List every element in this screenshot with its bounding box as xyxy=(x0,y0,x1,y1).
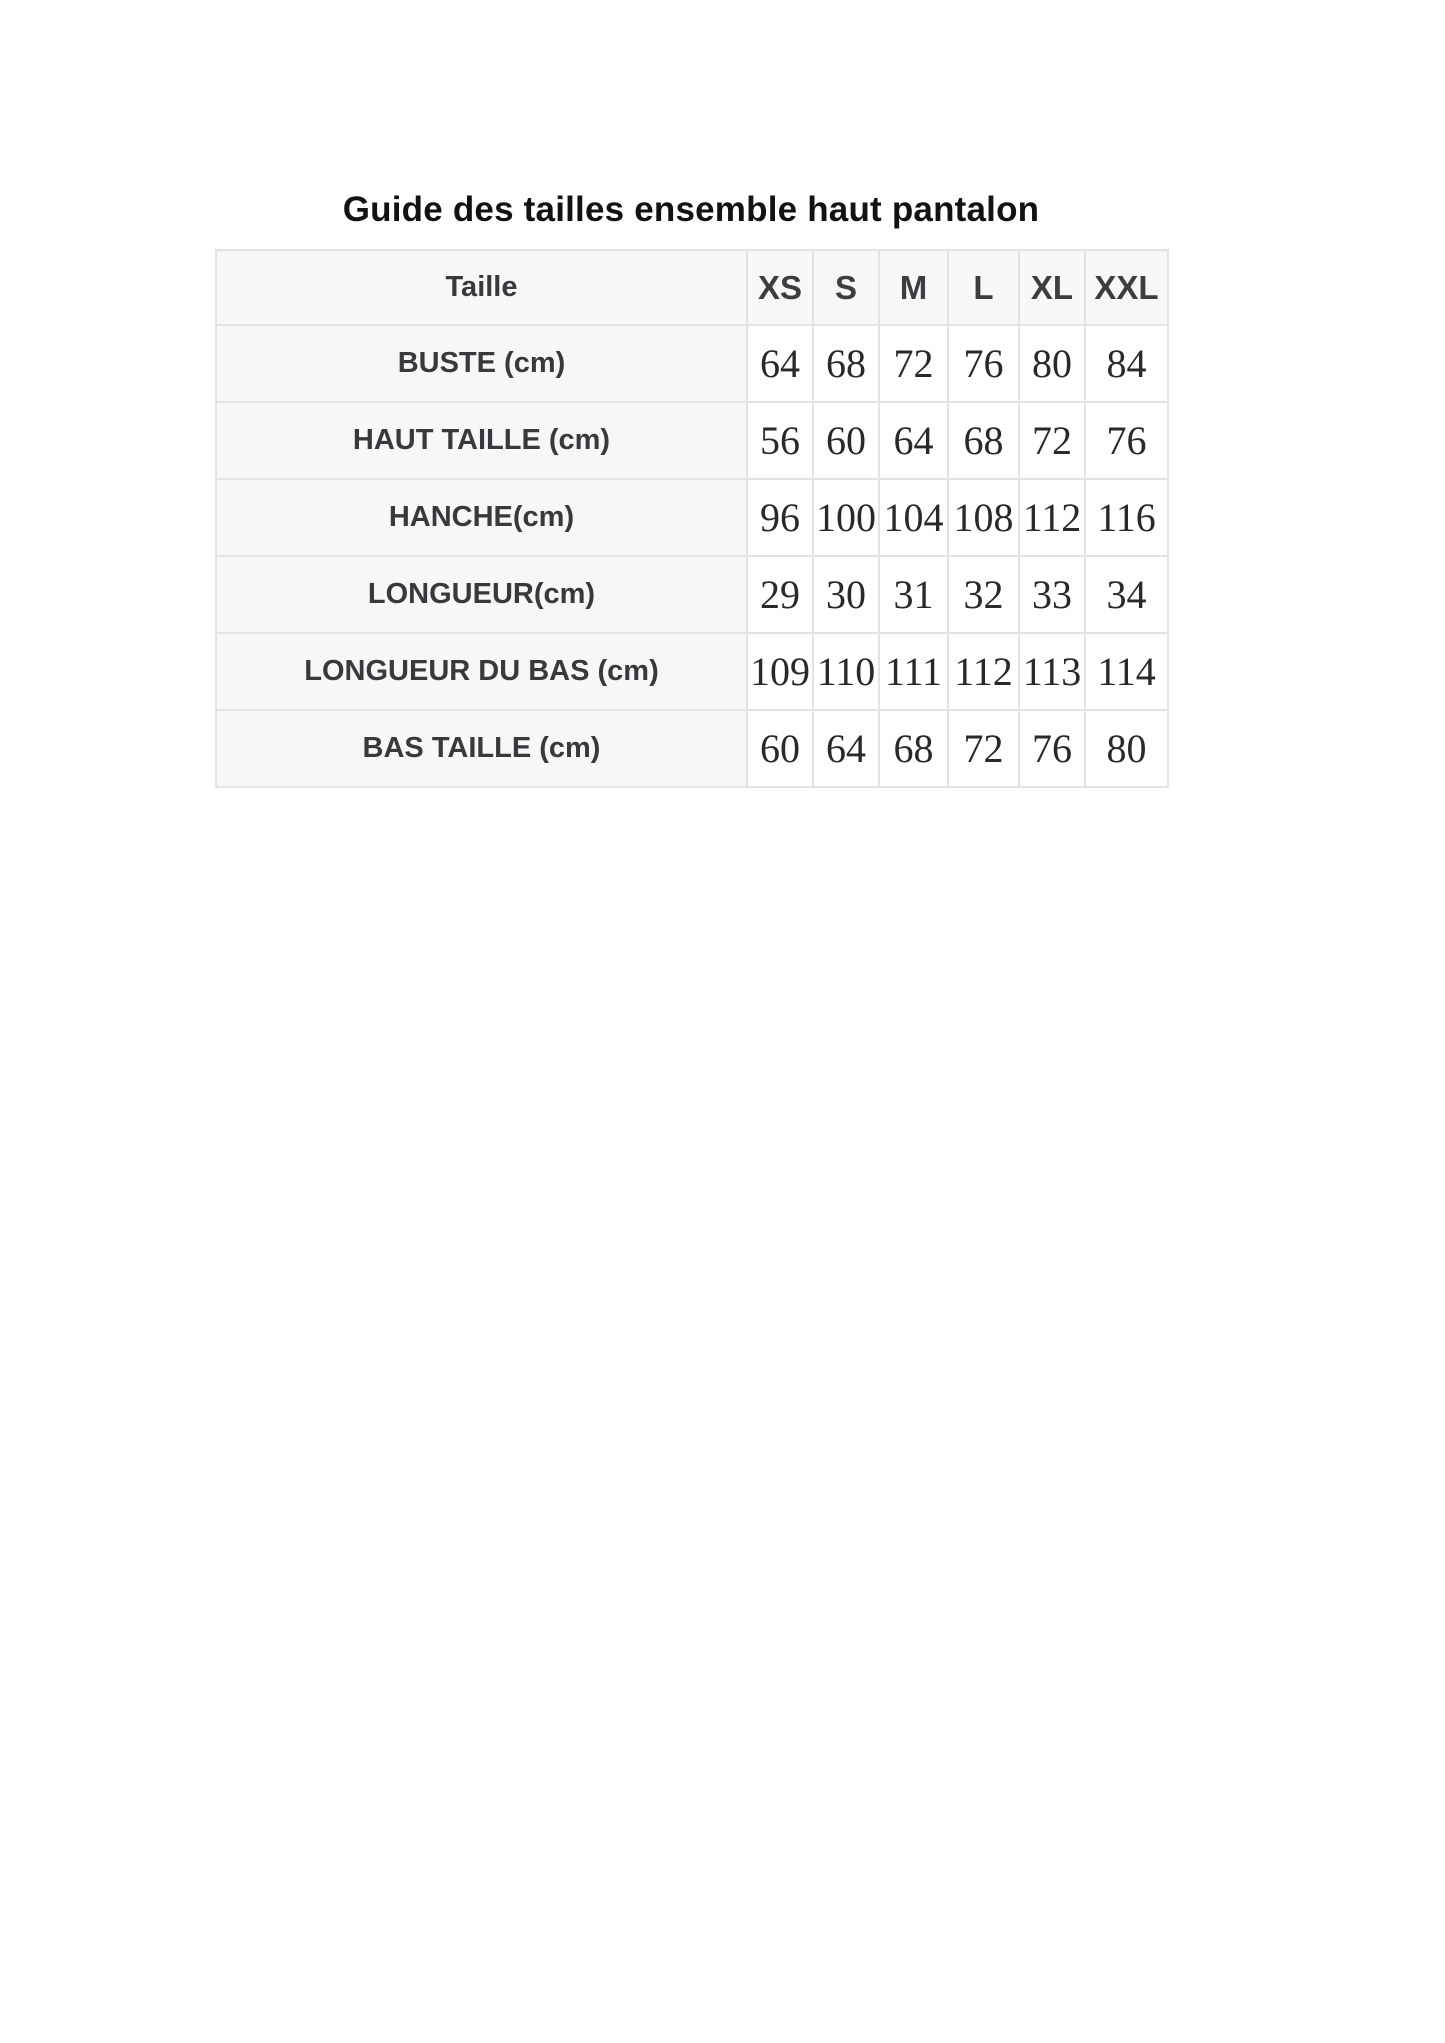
size-value-cell: 64 xyxy=(813,710,879,787)
size-column-header-xxl: XXL xyxy=(1085,250,1168,325)
size-value-cell: 68 xyxy=(813,325,879,402)
size-value-cell: 80 xyxy=(1085,710,1168,787)
size-value-cell: 100 xyxy=(813,479,879,556)
row-label-cell: HAUT TAILLE (cm) xyxy=(216,402,747,479)
size-value-cell: 76 xyxy=(1019,710,1085,787)
size-value-cell: 104 xyxy=(879,479,948,556)
size-value-cell: 32 xyxy=(948,556,1019,633)
size-value-cell: 72 xyxy=(879,325,948,402)
size-value-cell: 33 xyxy=(1019,556,1085,633)
size-value-cell: 84 xyxy=(1085,325,1168,402)
size-value-cell: 31 xyxy=(879,556,948,633)
table-row-buste xyxy=(216,325,1168,402)
size-value-cell: 113 xyxy=(1019,633,1085,710)
size-column-header-l: L xyxy=(948,250,1019,325)
size-value-cell: 68 xyxy=(879,710,948,787)
size-value-cell: 72 xyxy=(948,710,1019,787)
header-taille-cell: Taille xyxy=(216,250,747,325)
table-header-row xyxy=(216,250,1168,325)
size-value-cell: 76 xyxy=(1085,402,1168,479)
table-row-haut-taille xyxy=(216,402,1168,479)
size-value-cell: 56 xyxy=(747,402,813,479)
size-value-cell: 34 xyxy=(1085,556,1168,633)
size-value-cell: 60 xyxy=(813,402,879,479)
row-label-cell: LONGUEUR DU BAS (cm) xyxy=(216,633,747,710)
size-value-cell: 80 xyxy=(1019,325,1085,402)
size-guide-table xyxy=(215,249,1169,788)
size-value-cell: 29 xyxy=(747,556,813,633)
table-row-hanche xyxy=(216,479,1168,556)
size-value-cell: 108 xyxy=(948,479,1019,556)
size-value-cell: 68 xyxy=(948,402,1019,479)
row-label-cell: LONGUEUR(cm) xyxy=(216,556,747,633)
table-row-longueur-du-bas xyxy=(216,633,1168,710)
size-value-cell: 60 xyxy=(747,710,813,787)
row-label-cell: HANCHE(cm) xyxy=(216,479,747,556)
size-value-cell: 64 xyxy=(879,402,948,479)
size-column-header-m: M xyxy=(879,250,948,325)
row-label-cell: BAS TAILLE (cm) xyxy=(216,710,747,787)
row-label-cell: BUSTE (cm) xyxy=(216,325,747,402)
table-row-bas-taille xyxy=(216,710,1168,787)
size-value-cell: 30 xyxy=(813,556,879,633)
size-column-header-xs: XS xyxy=(747,250,813,325)
page-title: Guide des tailles ensemble haut pantalon xyxy=(342,190,1040,229)
size-guide-section xyxy=(215,189,1167,788)
size-value-cell: 111 xyxy=(879,633,948,710)
size-value-cell: 64 xyxy=(747,325,813,402)
size-value-cell: 72 xyxy=(1019,402,1085,479)
size-value-cell: 114 xyxy=(1085,633,1168,710)
size-value-cell: 116 xyxy=(1085,479,1168,556)
size-column-header-xl: XL xyxy=(1019,250,1085,325)
size-value-cell: 112 xyxy=(1019,479,1085,556)
size-column-header-s: S xyxy=(813,250,879,325)
size-value-cell: 96 xyxy=(747,479,813,556)
size-value-cell: 76 xyxy=(948,325,1019,402)
size-value-cell: 110 xyxy=(813,633,879,710)
size-value-cell: 112 xyxy=(948,633,1019,710)
table-row-longueur xyxy=(216,556,1168,633)
size-value-cell: 109 xyxy=(747,633,813,710)
